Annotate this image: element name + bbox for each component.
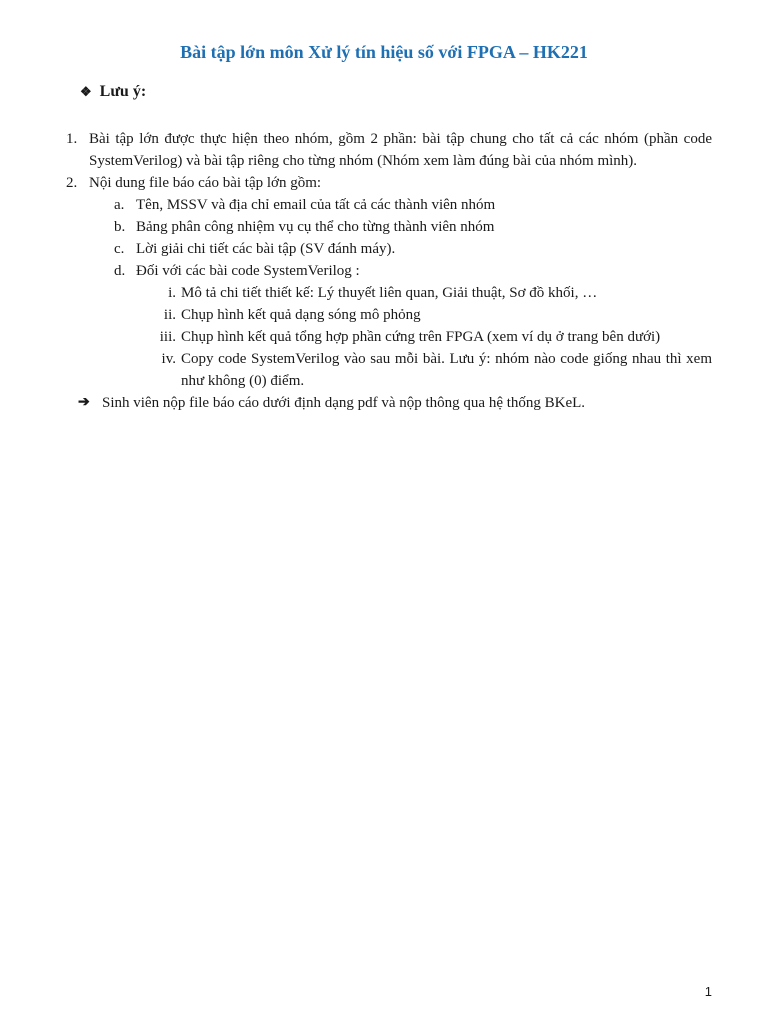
- sub-item-text: Lời giải chi tiết các bài tập (SV đánh máy).: [136, 241, 396, 257]
- sub-item-c: [66, 238, 712, 260]
- page-number: 1: [704, 984, 712, 999]
- note-heading-text: Lưu ý:: [99, 83, 147, 100]
- document-body: [66, 128, 712, 414]
- document-title: Bài tập lớn môn Xử lý tín hiệu số với FPGA – HK221: [180, 42, 588, 62]
- sub-item-b: [66, 216, 712, 238]
- sub-item-letter: b.: [114, 219, 126, 235]
- note-heading: [80, 83, 146, 101]
- subsub-item-numeral: i.: [168, 285, 176, 301]
- subsub-item-i: [66, 282, 712, 304]
- sub-item-letter: c.: [114, 241, 125, 257]
- sub-item-text: Bảng phân công nhiệm vụ cụ thể cho từng thành viên nhóm: [136, 219, 495, 235]
- conclusion-line: [66, 392, 712, 414]
- subsub-item-text: Mô tả chi tiết thiết kế: Lý thuyết liên quan, Giải thuật, Sơ đồ khối, …: [181, 285, 598, 301]
- right-arrow-icon: ➔: [78, 395, 90, 410]
- subsub-item-iii: [66, 326, 712, 348]
- diamond-bullet-icon: ❖: [80, 84, 92, 99]
- sub-item-text: Đối với các bài code SystemVerilog :: [136, 263, 360, 279]
- list-item-2: [66, 172, 712, 194]
- list-item-number: 2.: [66, 175, 78, 191]
- subsub-item-iv: [66, 348, 712, 392]
- list-item-number: 1.: [66, 131, 78, 147]
- subsub-item-numeral: iv.: [161, 351, 176, 367]
- sub-item-letter: a.: [114, 197, 125, 213]
- sub-item-d: [66, 260, 712, 282]
- subsub-item-text: Chụp hình kết quả tổng hợp phần cứng trên FPGA (xem ví dụ ở trang bên dưới): [181, 329, 661, 345]
- list-item-text: Bài tập lớn được thực hiện theo nhóm, gồm 2 phần: bài tập chung cho tất cả các nhóm (phần code SystemVerilog) và bài tập riêng cho từng nhóm (Nhóm xem làm đúng bài của nhóm mình).: [89, 131, 712, 169]
- list-item-1: [66, 128, 712, 172]
- sub-item-text: Tên, MSSV và địa chỉ email của tất cả các thành viên nhóm: [136, 197, 496, 213]
- sub-item-a: [66, 194, 712, 216]
- sub-item-letter: d.: [114, 263, 126, 279]
- subsub-item-text: Copy code SystemVerilog vào sau mỗi bài. Lưu ý: nhóm nào code giống nhau thì xem như không (0) điểm.: [181, 351, 712, 389]
- subsub-item-numeral: ii.: [163, 307, 176, 323]
- list-item-text: Nội dung file báo cáo bài tập lớn gồm:: [89, 175, 322, 191]
- subsub-item-numeral: iii.: [159, 329, 176, 345]
- subsub-item-ii: [66, 304, 712, 326]
- subsub-item-text: Chụp hình kết quả dạng sóng mô phỏng: [181, 307, 421, 323]
- conclusion-text: Sinh viên nộp file báo cáo dưới định dạng pdf và nộp thông qua hệ thống BKeL.: [102, 395, 586, 411]
